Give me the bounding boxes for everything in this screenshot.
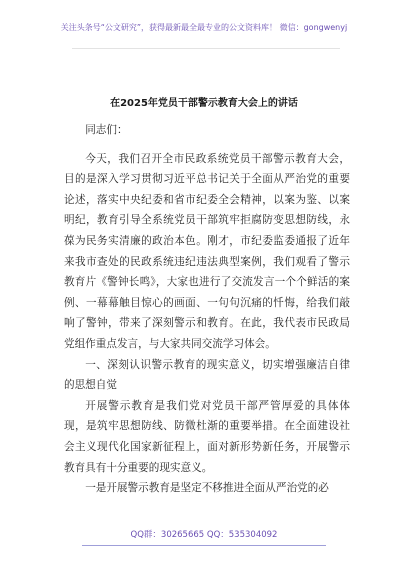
document-title: 在2025年党员干部警示教育大会上的讲话 [110,98,298,109]
salutation: 同志们： [85,124,128,136]
footer-divider [82,545,326,546]
header-banner: 关注头条号“公文研究”，获得最新最全最专业的公文资料库！ 微信：gongwenyj [60,23,348,32]
document-body [64,120,350,499]
paragraph-intro: 今天，我们召开全市民政系统党员干部警示教育大会，目的是深入学习贯彻习近平总书记关于全面从严治党的重要论述，落实中央纪委和省市纪委全会精神，以案为鉴、以案明纪，教育引导全系统党员干部筑牢拒腐防变思想防线，永葆为民务实清廉的政治本色。刚才，市纪委监委通报了近年来我市查处的民政系统违纪违法典型案例，我们观看了警示教育片《警钟长鸣》，大家也进行了交流发言一个个鲜活的案例、一幕幕触目惊心的画面、一句句沉痛的忏悔，给我们敲响了警钟，带来了深刻警示和教育。在此，我代表市民政局党组作重点发言，与大家共同交流学习体会。 [64,152,350,350]
footer-contact: QQ群：30265665 QQ：535304092 [130,530,278,540]
header-divider [72,48,340,49]
paragraph-section-1: 开展警示教育是我们党对党员干部严管厚爱的具体体现，是筑牢思想防线、防微杜渐的重要举措。在全面建设社会主义现代化国家新征程上，面对新形势新任务，开展警示教育具有十分重要的现实意义。 [64,399,350,474]
paragraph-point-1: 一是开展警示教育是坚定不移推进全面从严治党的必 [85,482,329,495]
section-heading-1: 一、深刻认识警示教育的现实意义，切实增强廉洁自律的思想自觉 [64,358,350,392]
